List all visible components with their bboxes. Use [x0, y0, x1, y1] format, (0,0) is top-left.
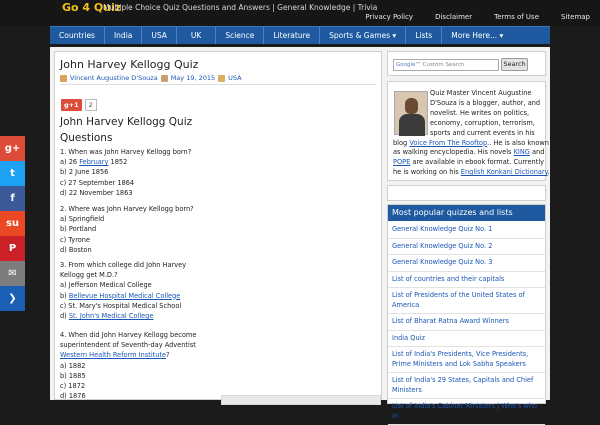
western-health-link[interactable]: Western Health Reform Institute: [60, 351, 167, 360]
author-link[interactable]: Vincent Augustine D'Souza: [70, 74, 158, 82]
post-meta: [60, 74, 242, 82]
february-link[interactable]: February: [79, 158, 109, 167]
author-bio: [393, 89, 550, 178]
google-logo: Google™: [396, 62, 421, 68]
search-input[interactable]: [393, 59, 499, 71]
king-link[interactable]: KING: [513, 148, 530, 157]
more-share-icon[interactable]: ❯: [0, 286, 25, 311]
main-nav: [50, 26, 550, 44]
question-text-line2: superintendent of Seventh-day Adventist: [60, 341, 196, 350]
empty-widget: [387, 185, 546, 201]
gplus-count: 2: [85, 99, 97, 111]
nav-literature[interactable]: Literature: [264, 27, 320, 44]
quiz-heading-line1: John Harvey Kellogg Quiz: [60, 116, 193, 128]
privacy-policy-link[interactable]: Privacy Policy: [365, 13, 414, 21]
search-button[interactable]: Search: [501, 58, 528, 71]
author-bio-widget: [387, 81, 550, 181]
question-text-line2: Kellogg get M.D.?: [60, 271, 118, 280]
google-plus-icon[interactable]: g+: [0, 136, 25, 161]
bio-line-1: Quiz Master Vincent Augustine: [430, 89, 532, 97]
bio-line-2: D'Souza is a blogger, author, and: [430, 98, 541, 107]
email-icon[interactable]: ✉: [0, 261, 25, 286]
bellevue-link[interactable]: Bellevue Hospital Medical College: [68, 291, 181, 300]
calendar-icon: [161, 75, 168, 82]
pinterest-icon[interactable]: P: [0, 236, 25, 261]
option-d: d) Boston: [60, 245, 92, 254]
top-bar: [0, 0, 600, 26]
nav-science[interactable]: Science: [216, 27, 264, 44]
option-c: c) St. Mary's Hospital Medical School: [60, 301, 182, 310]
search-widget: [387, 51, 546, 76]
popular-item[interactable]: List of India's Cabinet Ministers | Who's who in: [388, 399, 545, 425]
pope-link[interactable]: POPE: [393, 158, 411, 167]
popular-title: Most popular quizzes and lists: [388, 205, 545, 221]
popular-widget: [387, 204, 546, 420]
option-d: [60, 311, 270, 321]
popular-item[interactable]: General Knowledge Quiz No. 1: [388, 222, 545, 239]
option-a: a) Springfield: [60, 215, 105, 224]
disclaimer-link[interactable]: Disclaimer: [435, 13, 473, 21]
option-b: [60, 291, 270, 301]
option-a: [60, 157, 270, 167]
question-text-line1: 3. From which college did John Harvey: [60, 261, 187, 269]
nav-more[interactable]: More Here... ▾: [451, 31, 504, 40]
bio-l7-suffix: and: [529, 148, 545, 157]
quiz-heading: [60, 114, 260, 146]
bio-l9-suffix: .: [547, 168, 550, 177]
author-icon: [60, 75, 67, 82]
question-text-line3: [60, 350, 270, 360]
bio-l6-suffix: .. He is also known: [487, 138, 549, 147]
category-link[interactable]: USA: [228, 74, 242, 82]
option-a: a) Jefferson Medical College: [60, 281, 152, 290]
option-b-prefix: b): [60, 291, 69, 300]
page-content: [50, 47, 550, 420]
bio-line-5: sports and current events in his: [430, 128, 535, 137]
question-1: [60, 147, 270, 198]
meta-divider: [60, 84, 376, 85]
quiz-heading-line2: Questions: [60, 132, 113, 144]
bio-l9-prefix: he is working on his: [393, 168, 461, 177]
popular-item[interactable]: List of Presidents of the United States of America: [388, 288, 545, 314]
bio-line-6: [393, 138, 549, 149]
question-text: 1. When was John Harvey Kellogg born?: [60, 148, 192, 156]
sitemap-link[interactable]: Sitemap: [561, 13, 590, 21]
option-d: d) 22 November 1863: [60, 188, 133, 197]
post-date-link[interactable]: May 19, 2015: [170, 74, 216, 82]
option-b: b) 1885: [60, 371, 86, 380]
popular-item[interactable]: India Quiz: [388, 331, 545, 348]
nav-usa[interactable]: USA: [142, 27, 177, 44]
search-placeholder: Custom Search: [422, 62, 465, 68]
popular-list: [388, 222, 545, 425]
bio-line-3: novelist. He writes on politics,: [430, 108, 530, 117]
site-tagline: Multiple Choice Quiz Questions and Answers | General Knowledge | Trivia: [103, 3, 378, 12]
nav-india[interactable]: India: [105, 27, 142, 44]
twitter-icon[interactable]: t: [0, 161, 25, 186]
nav-lists[interactable]: Lists: [406, 27, 442, 44]
gplus-widget: [61, 99, 97, 111]
question-text-line1: 4. When did John Harvey Kellogg become: [60, 331, 197, 339]
popular-item[interactable]: General Knowledge Quiz No. 2: [388, 239, 545, 256]
social-share-bar: [0, 136, 25, 311]
popular-item[interactable]: List of India's 29 States, Capitals and Chief Ministers: [388, 373, 545, 399]
option-b: b) 2 June 1856: [60, 168, 109, 177]
nav-uk[interactable]: UK: [177, 27, 216, 44]
stumbleupon-icon[interactable]: su: [0, 211, 25, 236]
st-johns-link[interactable]: St. John's Medical College: [68, 312, 154, 321]
question-4: [60, 330, 270, 401]
post-title[interactable]: John Harvey Kellogg Quiz: [60, 58, 199, 71]
bio-line-8: [393, 158, 543, 168]
option-c: c) 1872: [60, 382, 86, 391]
option-c: c) 27 September 1864: [60, 178, 135, 187]
post-article: [54, 51, 382, 400]
bio-line-9: [393, 168, 550, 178]
nav-sports-games[interactable]: Sports & Games ▾: [320, 27, 406, 44]
bio-line-4: economy, corruption, terrorism,: [430, 118, 535, 127]
bio-l6-prefix: blog: [393, 138, 410, 147]
terms-of-use-link[interactable]: Terms of Use: [494, 13, 539, 21]
gplus-button[interactable]: g+1: [61, 99, 82, 111]
voice-rooftop-link[interactable]: Voice From The Rooftop: [409, 138, 488, 147]
site-title[interactable]: Go 4 Quiz: [62, 1, 122, 14]
category-icon: [218, 75, 225, 82]
popular-item[interactable]: General Knowledge Quiz No. 3: [388, 255, 545, 272]
popular-item[interactable]: List of countries and their capitals: [388, 272, 545, 289]
bio-l8-suffix: are available in ebook format. Currently: [410, 158, 545, 167]
option-d: d) 1876: [60, 392, 86, 401]
popular-item[interactable]: List of India's Presidents, Vice Presidents, Prime Ministers and Lok Sabha Speakers: [388, 347, 545, 373]
top-links: [353, 13, 600, 21]
option-a: a) 1882: [60, 361, 86, 370]
option-a-suffix: 1852: [108, 158, 128, 167]
question-end: ?: [166, 351, 170, 360]
konkani-dictionary-link[interactable]: English Konkani Dictionary: [460, 168, 548, 177]
bio-line-7: [393, 148, 543, 158]
nav-countries[interactable]: Countries: [50, 27, 105, 44]
popular-item[interactable]: List of Bharat Ratna Award Winners: [388, 314, 545, 331]
facebook-icon[interactable]: f: [0, 186, 25, 211]
question-3: [60, 260, 270, 321]
ad-placeholder: [221, 395, 381, 405]
option-d-prefix: d): [60, 312, 69, 321]
bio-l7-text: as walking encyclopedia. His novels: [393, 148, 514, 157]
option-a-prefix: a) 26: [60, 158, 80, 167]
question-2: [60, 204, 270, 255]
option-b: b) Portland: [60, 225, 97, 234]
question-text: 2. Where was John Harvey Kellogg born?: [60, 205, 194, 213]
option-c: c) Tyrone: [60, 235, 91, 244]
